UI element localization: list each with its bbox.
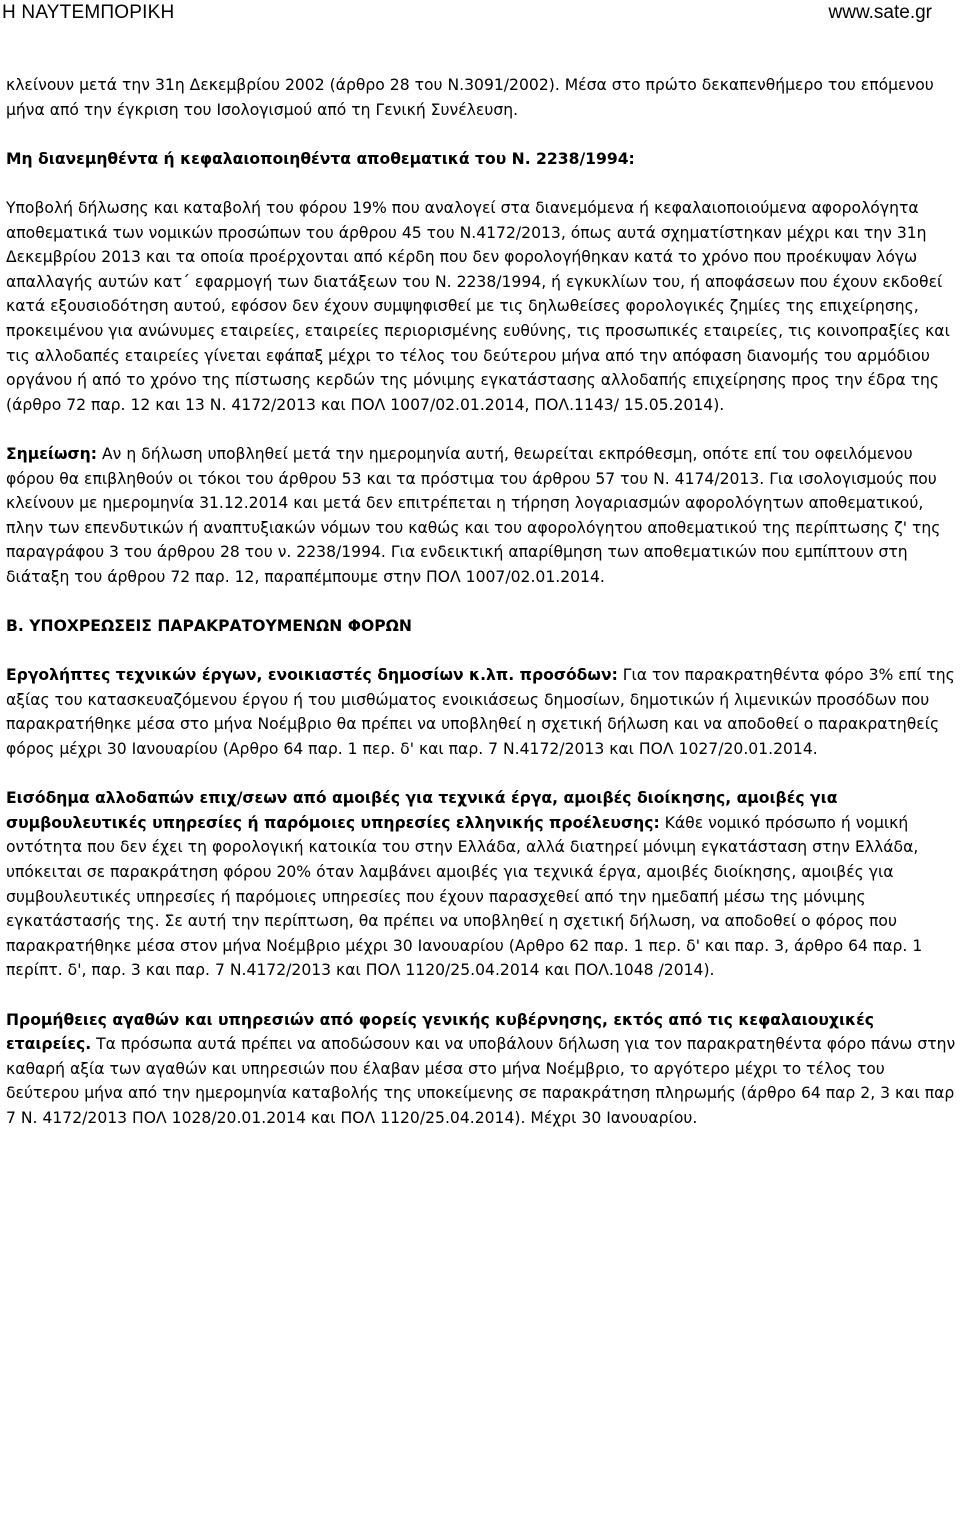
- paragraph-gap: [6, 417, 958, 442]
- document-body: [6, 73, 958, 1131]
- heading-text: Μη διανεμηθέντα ή κεφαλαιοποιηθέντα αποθεματικά του Ν. 2238/1994:: [6, 149, 635, 168]
- page-header: [0, 0, 960, 30]
- paragraph-gap: [6, 589, 958, 614]
- paragraph-note: [6, 442, 958, 590]
- header-publication-name: Η ΝΑΥΤΕΜΠΟΡΙΚΗ: [2, 2, 175, 23]
- paragraph-intro: κλείνουν μετά την 31η Δεκεμβρίου 2002 (άρθρο 28 του Ν.3091/2002). Μέσα στο πρώτο δεκαπενθήμερο του επόμενου μήνα από την έγκριση του Ισολογισμού από τη Γενική Συνέλευση.: [6, 76, 934, 119]
- paragraph-contractors: [6, 663, 958, 761]
- heading-text: Β. ΥΠΟΧΡΕΩΣΕΙΣ ΠΑΡΑΚΡΑΤΟΥΜΕΝΩΝ ΦΟΡΩΝ: [6, 617, 412, 636]
- government-supplies-label: Προμήθειες αγαθών και υπηρεσιών από φορείς γενικής κυβέρνησης, εκτός από τις κεφαλαιουχικές εταιρείες.: [6, 1010, 875, 1054]
- paragraph-gap: [6, 171, 958, 196]
- paragraph-gap: [6, 122, 958, 147]
- header-website-link[interactable]: www.sate.gr: [828, 2, 932, 23]
- note-text: Αν η δήλωση υποβληθεί μετά την ημερομηνία αυτή, θεωρείται εκπρόθεσμη, οπότε επί του οφειλόμενου φόρου θα επιβληθούν οι τόκοι του άρθρου 53 και τα πρόστιμα του άρθρου 57 του Ν. 4174/2013. Για ισολογισμούς που κλείνουν με ημερομηνία 31.12.2014 και μετά δεν επιτρέπεται η τήρηση λογαριασμών αφορολόγητων αποθεματικού, πλην των επενδυτικών ή αναπτυξιακών νόμων του καθώς και του αφορολόγητου αποθεματικού της περίπτωσης ζ' της παραγράφου 3 του άρθρου 28 του ν. 2238/1994. Για ενδεικτική απαρίθμηση των αποθεματικών που εμπίπτουν στη διάταξη του άρθρου 72 παρ. 12, παραπέμπουμε στην ΠΟΛ 1007/02.01.2014.: [6, 444, 941, 586]
- section-heading-withholding: [6, 614, 958, 639]
- paragraph-reserves-tax: Υποβολή δήλωσης και καταβολή του φόρου 19% που αναλογεί στα διανεμόμενα ή κεφαλαιοποιούμενα αφορολόγητα αποθεματικά των νομικών προσώπων του άρθρου 45 του Ν.4172/2013, όπως αυτά σχηματίστηκαν μέχρι και την 31η Δεκεμβρίου 2013 και τα οποία προέρχονται από κέρδη που δεν φορολογήθηκαν κατά το χρόνο που προέκυψαν λόγω απαλλαγής αυτών κατ΄ εφαρμογή των διατάξεων του Ν. 2238/1994, ή εγκυκλίων του, ή αποφάσεων που έχουν εκδοθεί κατά εξουσιοδότηση αυτού, εφόσον δεν έχουν συμψηφισθεί με τις δηλωθείσες φορολογικές ζημίες της επιχείρησης, προκειμένου για ανώνυμες εταιρείες, εταιρείες περιορισμένης ευθύνης, τις προσωπικές εταιρείες, τις κοινοπραξίες και τις αλλοδαπές εταιρείες γίνεται εφάπαξ μέχρι το τέλος του δεύτερου μήνα από την απόφαση διανομής του αρμόδιου οργάνου ή από το χρόνο της πίστωσης κερδών της μόνιμης εγκατάστασης αλλοδαπής επιχείρησης προς την έδρα της (άρθρο 72 παρ. 12 και 13 Ν. 4172/2013 και ΠΟΛ 1007/02.01.2014, ΠΟΛ.1143/ 15.05.2014).: [6, 198, 950, 414]
- foreign-income-text: Κάθε νομικό πρόσωπο ή νομική οντότητα που δεν έχει τη φορολογική κατοικία του στην Ελλάδα, αλλά διατηρεί μόνιμη εγκατάσταση στην Ελλάδα, υπόκειται σε παρακράτηση φόρου 20% όταν λαμβάνει αμοιβές για τεχνικά έργα, αμοιβές διοίκησης, αμοιβές για συμβουλευτικές υπηρεσίες ή παρόμοιες υπηρεσίες που έχουν παρασχεθεί από την ημεδαπή μέσω της μόνιμης εγκατάστασής της. Σε αυτή την περίπτωση, θα πρέπει να υποβληθεί η σχετική δήλωση, να αποδοθεί ο φόρος που παρακρατήθηκε μέσα στον μήνα Νοέμβριο μέχρι 30 Ιανουαρίου (Αρθρο 62 παρ. 1 περ. δ' και παρ. 3, άρθρο 64 παρ. 1 περίπτ. δ', παρ. 3 και παρ. 7 Ν.4172/2013 και ΠΟΛ 1120/25.04.2014 και ΠΟΛ.1048 /2014).: [6, 813, 923, 980]
- paragraph-foreign-income: [6, 786, 958, 983]
- paragraph-gap: [6, 983, 958, 1008]
- government-supplies-text: Τα πρόσωπα αυτά πρέπει να αποδώσουν και να υποβάλουν δήλωση για τον παρακρατηθέντα φόρο πάνω στην καθαρή αξία των αγαθών και υπηρεσιών που έλαβαν μέσα στο μήνα Νοέμβριο, το αργότερο μέχρι το τέλος του δεύτερου μήνα από την ημερομηνία καταβολής της υποκείμενης σε παρακράτηση πληρωμής (άρθρο 64 παρ 2, 3 και παρ 7 Ν. 4172/2013 ΠΟΛ 1028/20.01.2014 και ΠΟΛ 1120/25.04.2014). Μέχρι 30 Ιανουαρίου.: [6, 1035, 956, 1127]
- contractors-text: Για τον παρακρατηθέντα φόρο 3% επί της αξίας του κατασκευαζόμενου έργου ή του μισθώματος ενοικιάσεως δημοσίων, δημοτικών ή λιμενικών προσόδων που παρακρατήθηκε μέσα στο μήνα Νοέμβριο θα πρέπει να υποβληθεί η σχετική δήλωση και να αποδοθεί ο παρακρατηθείς φόρος μέχρι 30 Ιανουαρίου (Αρθρο 64 παρ. 1 περ. δ' και παρ. 7 Ν.4172/2013 και ΠΟΛ 1027/20.01.2014.: [6, 666, 955, 759]
- paragraph-gap: [6, 639, 958, 664]
- paragraph-government-supplies: [6, 1008, 958, 1131]
- contractors-label: Εργολήπτες τεχνικών έργων, ενοικιαστές δημοσίων κ.λπ. προσόδων:: [6, 666, 618, 685]
- section-heading-reserves: [6, 147, 958, 172]
- note-label: Σημείωση:: [6, 444, 98, 463]
- paragraph-gap: [6, 762, 958, 787]
- foreign-income-label: Εισόδημα αλλοδαπών επιχ/σεων από αμοιβές για τεχνικά έργα, αμοιβές διοίκησης, αμοιβές για συμβουλευτικές υπηρεσίες ή παρόμοιες υπηρεσίες ελληνικής προέλευσης:: [6, 789, 838, 832]
